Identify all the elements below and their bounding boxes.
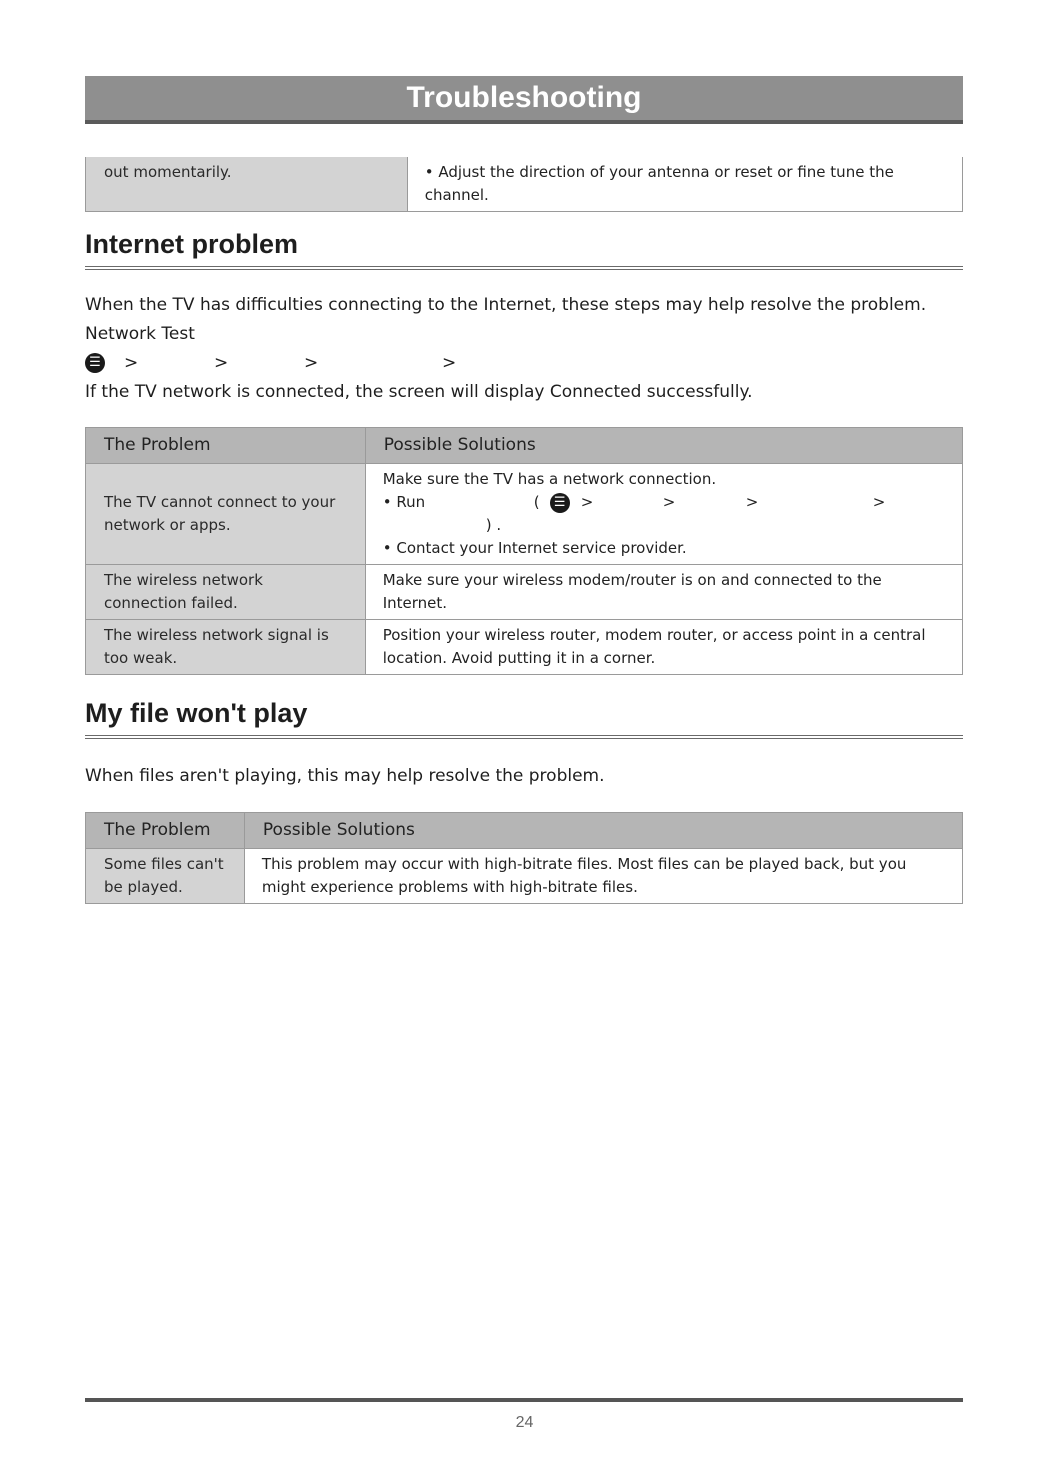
problem-cell <box>86 565 366 620</box>
solution-text: • Run <box>382 493 426 511</box>
section-title-internet: Internet problem <box>85 229 963 270</box>
table-row <box>86 157 963 212</box>
problem-text: The TV cannot connect to your <box>104 493 336 511</box>
solution-text: Position your wireless router, modem router, or access point in a central <box>382 626 926 644</box>
solution-text: This problem may occur with high-bitrate files. Most files can be played back, but you <box>261 855 907 873</box>
path-separator: > <box>214 353 229 373</box>
paren-open: ( <box>533 493 540 511</box>
path-separator: > <box>662 493 676 511</box>
solution-text: • Adjust the direction of your antenna or reset or fine tune the <box>424 163 894 181</box>
solution-text: Internet. <box>382 594 448 612</box>
menu-icon: ☰ <box>85 353 105 373</box>
solution-text: location. Avoid putting it in a corner. <box>382 649 656 667</box>
problem-cell <box>86 157 408 212</box>
table-header-row <box>86 428 963 464</box>
problem-text: Some files can't <box>104 855 224 873</box>
column-header-solutions: Possible Solutions <box>365 428 962 464</box>
path-separator: > <box>872 493 886 511</box>
table-row <box>86 620 963 675</box>
paren-close: ) . <box>485 516 502 534</box>
page-number: 24 <box>515 1414 534 1431</box>
problem-cell <box>86 849 245 904</box>
file-problem-table <box>85 812 963 904</box>
problem-cell <box>86 464 366 565</box>
section-title-file: My file won't play <box>85 698 963 739</box>
solution-cell <box>244 849 962 904</box>
problem-text: too weak. <box>104 649 178 667</box>
solution-text: might experience problems with high-bitrate files. <box>261 878 638 896</box>
menu-icon: ☰ <box>550 493 570 513</box>
page-title: Troubleshooting <box>406 81 642 114</box>
internet-intro: When the TV has difficulties connecting to the Internet, these steps may help resolve the problem. <box>85 295 927 315</box>
path-separator: > <box>745 493 759 511</box>
continued-table <box>85 157 963 212</box>
problem-text: The wireless network <box>104 571 263 589</box>
path-separator: > <box>124 353 139 373</box>
solution-cell <box>407 157 962 212</box>
path-separator: > <box>442 353 457 373</box>
solution-cell <box>365 464 962 565</box>
solution-cell <box>365 620 962 675</box>
problem-text: out momentarily. <box>104 163 232 181</box>
table-header-row <box>86 813 963 849</box>
page-header <box>85 76 963 124</box>
solution-text: channel. <box>424 186 489 204</box>
network-test-label: Network Test <box>85 324 195 344</box>
table-row <box>86 565 963 620</box>
column-header-problem: The Problem <box>86 428 366 464</box>
problem-text: connection failed. <box>104 594 238 612</box>
path-separator: > <box>580 493 594 511</box>
table-row <box>86 464 963 565</box>
problem-text: The wireless network signal is <box>104 626 329 644</box>
solution-text: • Contact your Internet service provider. <box>382 539 687 557</box>
column-header-solutions: Possible Solutions <box>244 813 962 849</box>
menu-path <box>85 353 963 373</box>
problem-cell <box>86 620 366 675</box>
column-header-problem: The Problem <box>86 813 245 849</box>
problem-text: be played. <box>104 878 183 896</box>
table-row <box>86 849 963 904</box>
problem-text: network or apps. <box>104 516 231 534</box>
solution-cell <box>365 565 962 620</box>
solution-text: Make sure the TV has a network connection. <box>382 470 717 488</box>
path-separator: > <box>304 353 319 373</box>
solution-text: Make sure your wireless modem/router is on and connected to the <box>382 571 882 589</box>
internet-problem-table <box>85 427 963 675</box>
file-intro: When files aren't playing, this may help resolve the problem. <box>85 766 605 786</box>
connected-note: If the TV network is connected, the screen will display Connected successfully. <box>85 382 753 402</box>
footer-divider <box>85 1398 963 1402</box>
